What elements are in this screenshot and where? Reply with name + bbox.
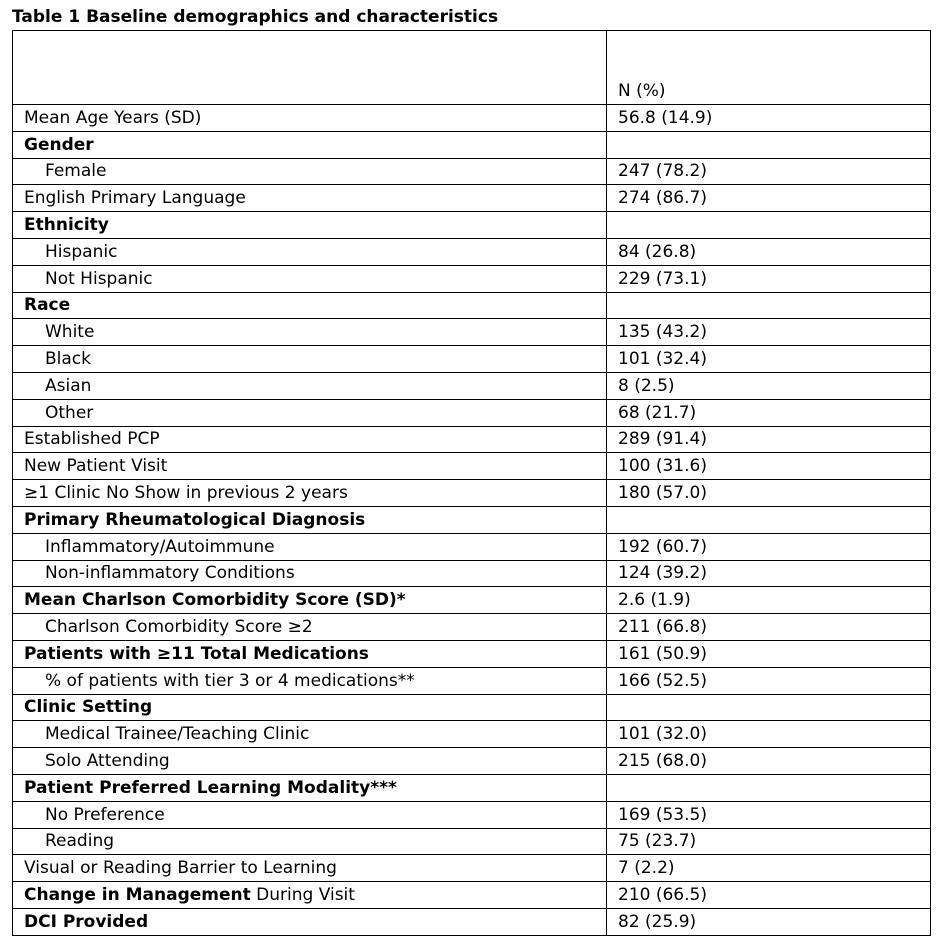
- section-label: Clinic Setting: [13, 694, 607, 721]
- row-label: Inflammatory/Autoimmune: [13, 533, 607, 560]
- table-row: [13, 828, 931, 855]
- table-row: [13, 882, 931, 909]
- row-label: Other: [13, 399, 607, 426]
- table-row: [13, 185, 931, 212]
- row-label: Female: [13, 158, 607, 185]
- row-value: [607, 131, 931, 158]
- row-value: 101 (32.4): [607, 346, 931, 373]
- row-value: 68 (21.7): [607, 399, 931, 426]
- table-row: [13, 533, 931, 560]
- row-value: 210 (66.5): [607, 882, 931, 909]
- row-value: 166 (52.5): [607, 667, 931, 694]
- table-row: [13, 721, 931, 748]
- section-label: Race: [13, 292, 607, 319]
- row-value: 7 (2.2): [607, 855, 931, 882]
- row-label: Medical Trainee/Teaching Clinic: [13, 721, 607, 748]
- row-label: Non-inflammatory Conditions: [13, 560, 607, 587]
- row-value: 56.8 (14.9): [607, 105, 931, 132]
- section-label: Patients with ≥11 Total Medications: [13, 640, 607, 667]
- table-row-section: [13, 212, 931, 239]
- row-label-mixed: [13, 882, 607, 909]
- row-value: 169 (53.5): [607, 801, 931, 828]
- row-label: % of patients with tier 3 or 4 medications**: [13, 667, 607, 694]
- row-value: 2.6 (1.9): [607, 587, 931, 614]
- header-cell-n-percent: N (%): [607, 31, 931, 105]
- table-row: [13, 238, 931, 265]
- table-row: [13, 158, 931, 185]
- row-label: Asian: [13, 372, 607, 399]
- table-header-row: [13, 31, 931, 105]
- table-row: [13, 453, 931, 480]
- table-row: [13, 667, 931, 694]
- row-value: [607, 694, 931, 721]
- row-value: 211 (66.8): [607, 614, 931, 641]
- row-label: English Primary Language: [13, 185, 607, 212]
- row-label: Solo Attending: [13, 748, 607, 775]
- section-label: Mean Charlson Comorbidity Score (SD)*: [13, 587, 607, 614]
- table-row: [13, 614, 931, 641]
- row-label: White: [13, 319, 607, 346]
- row-label: ≥1 Clinic No Show in previous 2 years: [13, 480, 607, 507]
- row-label-bold-part: Change in Management: [24, 884, 251, 905]
- row-label: Charlson Comorbidity Score ≥2: [13, 614, 607, 641]
- row-label: Black: [13, 346, 607, 373]
- section-label: DCI Provided: [13, 908, 607, 935]
- row-label: Reading: [13, 828, 607, 855]
- table-row-section: [13, 292, 931, 319]
- table-row: [13, 105, 931, 132]
- row-value: 75 (23.7): [607, 828, 931, 855]
- section-label: Ethnicity: [13, 212, 607, 239]
- row-value: 124 (39.2): [607, 560, 931, 587]
- row-value: 215 (68.0): [607, 748, 931, 775]
- table-row-section: [13, 131, 931, 158]
- table-row: [13, 346, 931, 373]
- row-value: 84 (26.8): [607, 238, 931, 265]
- row-value: 274 (86.7): [607, 185, 931, 212]
- table-row: [13, 855, 931, 882]
- row-value: [607, 212, 931, 239]
- row-label-regular-part: During Visit: [250, 884, 355, 905]
- section-label: Primary Rheumatological Diagnosis: [13, 506, 607, 533]
- table-row: [13, 426, 931, 453]
- row-value: 100 (31.6): [607, 453, 931, 480]
- row-value: [607, 506, 931, 533]
- table-row-section: [13, 506, 931, 533]
- table-row-section: [13, 908, 931, 935]
- table-row: [13, 372, 931, 399]
- row-label: Visual or Reading Barrier to Learning: [13, 855, 607, 882]
- table-caption: Table 1 Baseline demographics and characteristics: [12, 7, 499, 27]
- row-value: [607, 292, 931, 319]
- row-label: New Patient Visit: [13, 453, 607, 480]
- table-row: [13, 560, 931, 587]
- row-value: 229 (73.1): [607, 265, 931, 292]
- row-value: 180 (57.0): [607, 480, 931, 507]
- row-value: 247 (78.2): [607, 158, 931, 185]
- row-value: [607, 774, 931, 801]
- header-cell-characteristic: [13, 31, 607, 105]
- table-row: [13, 399, 931, 426]
- row-value: 8 (2.5): [607, 372, 931, 399]
- row-label: Established PCP: [13, 426, 607, 453]
- row-value: 135 (43.2): [607, 319, 931, 346]
- table-row: [13, 748, 931, 775]
- section-label: Patient Preferred Learning Modality***: [13, 774, 607, 801]
- table-row-section: [13, 640, 931, 667]
- table-row: [13, 319, 931, 346]
- section-label: Gender: [13, 131, 607, 158]
- row-value: 192 (60.7): [607, 533, 931, 560]
- row-label: Mean Age Years (SD): [13, 105, 607, 132]
- table-row-section: [13, 587, 931, 614]
- row-value: 289 (91.4): [607, 426, 931, 453]
- row-label: Hispanic: [13, 238, 607, 265]
- table-row-section: [13, 694, 931, 721]
- row-value: 82 (25.9): [607, 908, 931, 935]
- row-label: No Preference: [13, 801, 607, 828]
- table-row: [13, 801, 931, 828]
- table-row-section: [13, 774, 931, 801]
- table-row: [13, 480, 931, 507]
- row-value: 161 (50.9): [607, 640, 931, 667]
- table-row: [13, 265, 931, 292]
- row-label: Not Hispanic: [13, 265, 607, 292]
- row-value: 101 (32.0): [607, 721, 931, 748]
- demographics-table: [12, 30, 931, 936]
